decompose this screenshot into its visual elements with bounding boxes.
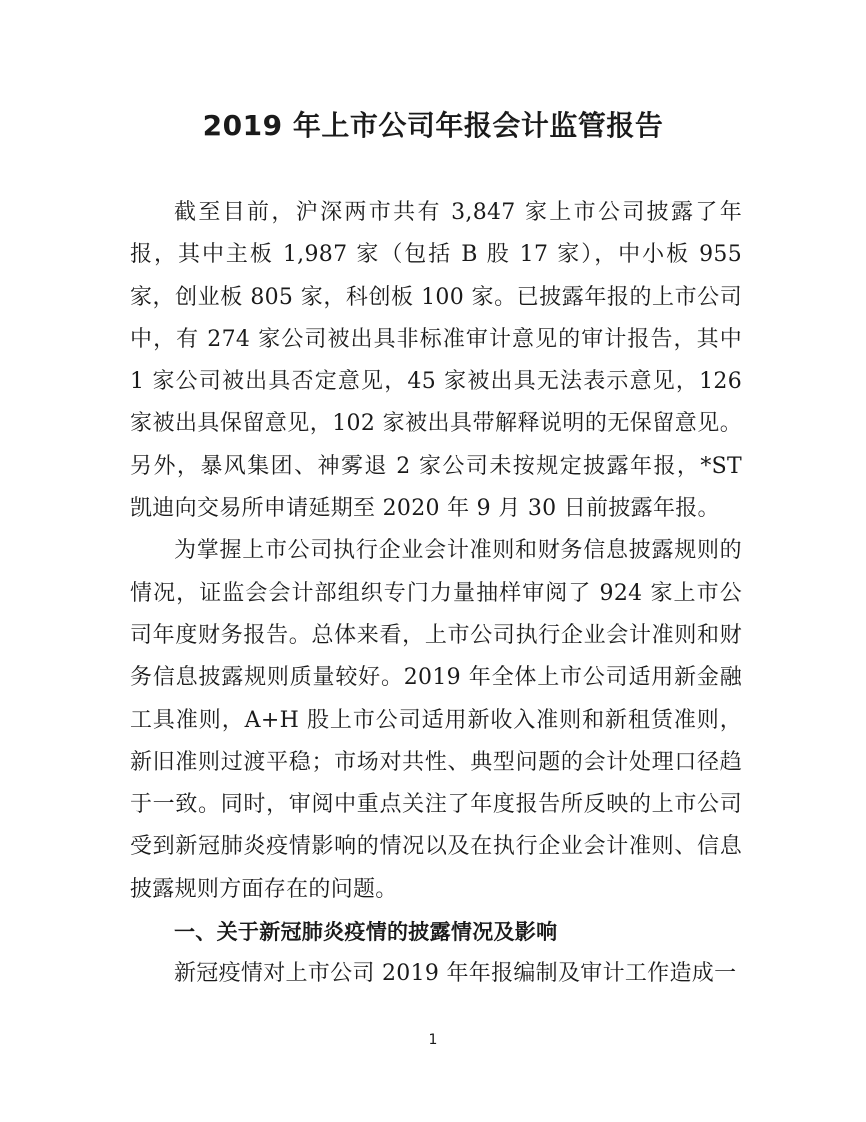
body-paragraph: 为掌握上市公司执行企业会计准则和财务信息披露规则的情况，证监会会计部组织专门力量抽样审阅了 924 家上市公司年度财务报告。总体来看，上市公司执行企业会计准则和财务信息披露规则质量较好。2019 年全体上市公司适用新金融工具准则，A+H 股上市公司适用新收入准则和新租赁准则，新旧准则过渡平稳；市场对共性、典型问题的会计处理口径趋于一致。同时，审阅中重点关注了年度报告所反映的上市公司受到新冠肺炎疫情影响的情况以及在执行企业会计准则、信息披露规则方面存在的问题。 <box>130 538 742 902</box>
document-body <box>130 192 742 996</box>
section-paragraph: 新冠疫情对上市公司 2019 年年报编制及审计工作造成一 <box>174 961 737 987</box>
body-paragraph: 截至目前，沪深两市共有 3,847 家上市公司披露了年报，其中主板 1,987 家（包括 B 股 17 家），中小板 955 家，创业板 805 家，科创板 100 家。已披露年报的上市公司中，有 274 家公司被出具非标准审计意见的审计报告，其中 1 家公司被出具否定意见，45 家被出具无法表示意见，126 家被出具保留意见，102 家被出具带解释说明的无保留意见。另外，暴风集团、神雾退 2 家公司未按规定披露年报，*ST 凯迪向交易所申请延期至 2020 年 9 月 30 日前披露年报。 <box>130 200 742 522</box>
section-heading: 一、关于新冠肺炎疫情的披露情况及影响 <box>174 920 558 945</box>
document-title: 2019 年上市公司年报会计监管报告 <box>202 109 664 142</box>
page-number: 1 <box>428 1032 438 1048</box>
